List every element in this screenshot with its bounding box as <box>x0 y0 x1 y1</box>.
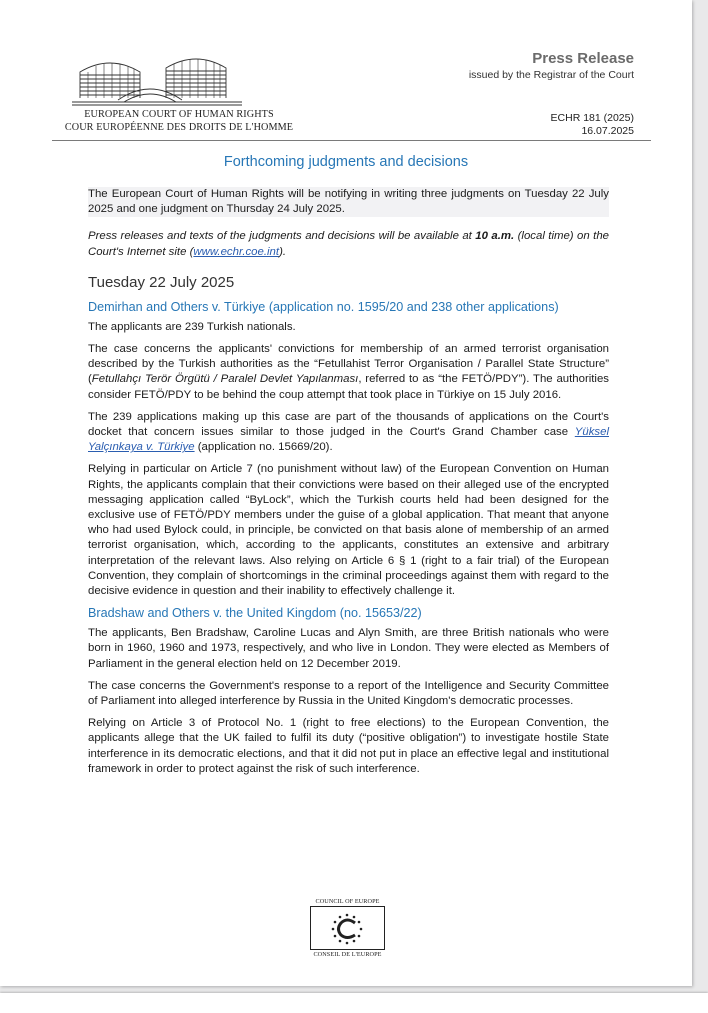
body-text <box>88 187 609 784</box>
reference-block <box>551 112 634 138</box>
council-of-europe-logo <box>310 898 385 958</box>
press-release-subtitle: issued by the Registrar of the Court <box>468 69 634 81</box>
bradshaw-paragraph-3: Relying on Article 3 of Protocol No. 1 (right to free elections) to the European Convention, the applicants allege that the UK failed to fulfil its duty (“positive obligation”) to investigate hostile State interference in its democratic elections, and that it did not put in place an effective legal and institutional framework in order to protect against the risk of such interference. <box>88 717 609 775</box>
page-title: Forthcoming judgments and decisions <box>223 154 469 170</box>
availability-text-2: (local time) on the Court's Internet site ( <box>88 230 609 258</box>
bradshaw-paragraph-2: The case concerns the Government's response to a report of the Intelligence and Security Committee of Parliament into alleged interference by Russia in the United Kingdom's democratic processes. <box>88 679 609 708</box>
coe-logo-top-text: COUNCIL OF EUROPE <box>310 898 385 907</box>
demirhan-p3-start: The 239 applications making up this case are part of the thousands of applications on the Court's docket that concern issues similar to those judged in the Court's Grand Chamber case <box>88 410 609 439</box>
court-name-fr: COUR EUROPÉENNE DES DROITS DE L'HOMME <box>64 122 294 133</box>
case-title-bradshaw: Bradshaw and Others v. the United Kingdom (no. 15653/22) <box>88 606 422 621</box>
demirhan-paragraph-4: Relying in particular on Article 7 (no punishment without law) of the European Convention on Human Rights, the applicants complain that their convictions were based on their alleged use of the encrypted messaging application called “ByLock”, which the Turkish courts held had been designed for the exclusive use of FETÖ/PDY members under the guise of a global application. That meant that anyone who had used Bylock could, in principle, be convicted on that basis alone of membership of an armed terrorist organisation, which, according to the applicants, constitutes an extensive and arbitrary interpretation of the relevant laws. Also relying on Article 6 § 1 (right to a fair trial) of the European Convention, they complain of shortcomings in the criminal proceedings against them with regard to the decisive evidence in question and their inability to effectively challenge it. <box>88 463 609 598</box>
availability-end: ). <box>279 245 287 258</box>
demirhan-p2-end: , referred to as “the FETÖ/PDY”). The authorities consider FETÖ/PDY to be behind the coup attempt that took place in Türkiye on 15 July 2016. <box>88 373 609 401</box>
availability-time: 10 a.m. <box>475 230 515 243</box>
next-page-edge <box>0 993 708 1013</box>
case-title-demirhan: Demirhan and Others v. Türkiye (application no. 1595/20 and 238 other applications) <box>88 299 559 314</box>
bradshaw-paragraph-1: The applicants, Ben Bradshaw, Caroline Lucas and Alyn Smith, are three British nationals who were born in 1960, 1960 and 1973, respectively, and who live in London. They were elected as Members of Parliament in the general election held on 12 December 2019. <box>88 627 609 670</box>
demirhan-paragraph-3 <box>88 410 609 456</box>
press-release-title: Press Release <box>532 50 634 67</box>
coe-logo-bottom-text: CONSEIL DE L'EUROPE <box>310 949 385 958</box>
court-name-en: EUROPEAN COURT OF HUMAN RIGHTS <box>84 109 274 120</box>
availability-paragraph <box>88 229 609 259</box>
reference-number: ECHR 181 (2025) <box>550 112 634 124</box>
date-heading: Tuesday 22 July 2025 <box>88 273 235 291</box>
availability-text: Press releases and texts of the judgments and decisions will be available at <box>88 230 476 243</box>
demirhan-p2-start: The case concerns the applicants' convictions for membership of an armed terrorist organisation described by the Turkish authorities as the “Fetullahist Terror Organisation / Parallel State Structure” ( <box>88 343 609 386</box>
court-building-logo <box>52 52 292 113</box>
demirhan-paragraph-2 <box>88 342 609 403</box>
demirhan-p2-italic: Fetullahçı Terör Örgütü / Paralel Devlet Yapılanması <box>91 373 359 386</box>
header-divider <box>52 140 651 141</box>
court-website-link[interactable]: www.echr.coe.int <box>193 245 280 258</box>
demirhan-paragraph-1: The applicants are 239 Turkish nationals. <box>88 320 296 333</box>
yalcinkaya-case-link[interactable]: Yüksel Yalçınkaya v. Türkiye <box>88 426 609 454</box>
demirhan-p3-end: (application no. 15669/20). <box>194 441 333 454</box>
coe-emblem <box>310 907 385 949</box>
intro-paragraph: The European Court of Human Rights will be notifying in writing three judgments on Tuesday 22 July 2025 and one judgment on Thursday 24 July 2025. <box>88 187 609 217</box>
release-date: 16.07.2025 <box>581 125 634 137</box>
court-name <box>48 108 310 134</box>
